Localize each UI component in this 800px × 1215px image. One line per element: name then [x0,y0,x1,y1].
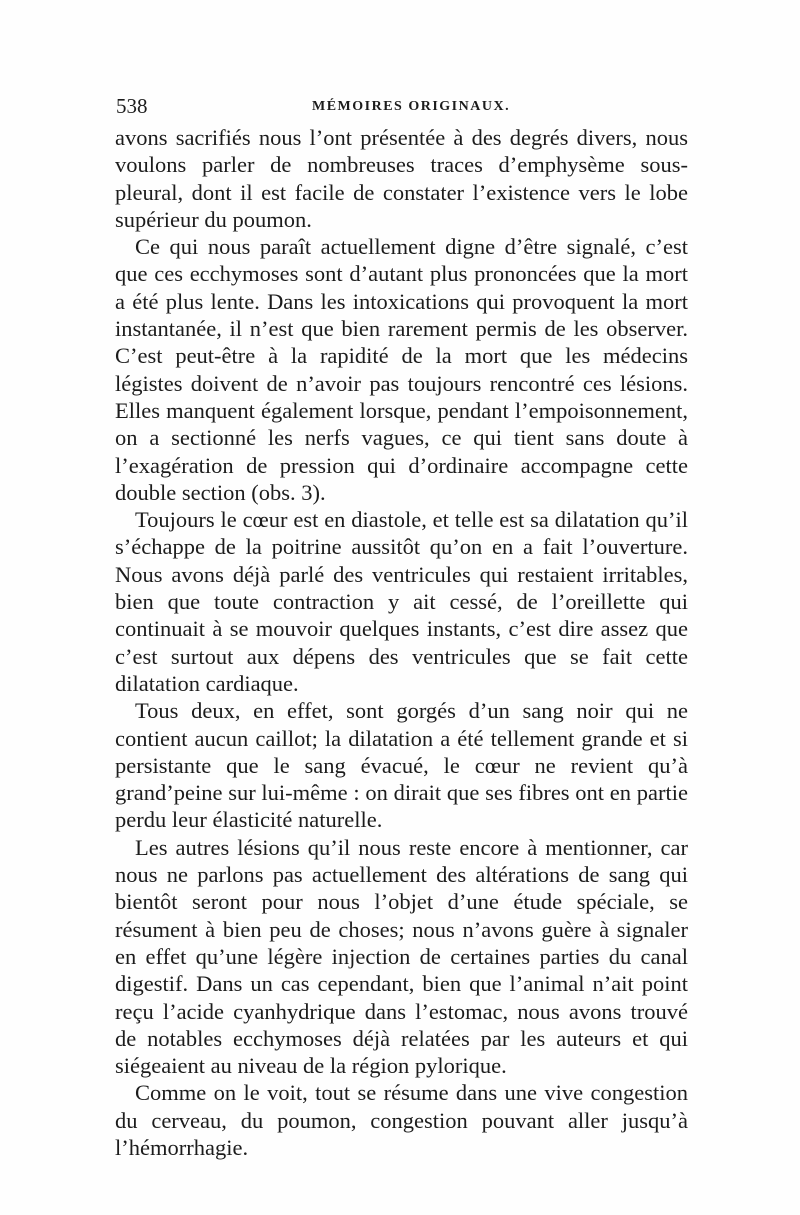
paragraph: Ce qui nous paraît actuellement digne d’être signalé, c’est que ces ecchymoses sont d’autant plus prononcées que la mort a été plus lente. Dans les intoxications qui provoquent la mort instantanée, il n’est que bien rarement permis de les observer. C’est peut-être à la rapidité de la mort que les médecins légistes doivent de n’avoir pas toujours rencontré ces lésions. Elles manquent également lorsque, pendant l’empoisonnement, on a sectionné les nerfs vagues, ce qui tient sans doute à l’exagération de pression qui d’ordinaire accompagne cette double section (obs. 3). [115,234,688,505]
paragraph: Toujours le cœur est en diastole, et telle est sa dilatation qu’il s’échappe de la poitrine aussitôt qu’on en a fait l’ouverture. Nous avons déjà parlé des ventricules qui restaient irritables, bien que toute contraction y ait cessé, de l’oreillette qui continuait à se mouvoir quelques instants, c’est dire assez que c’est surtout aux dépens des ventricules que se fait cette dilatation cardiaque. [115,507,688,696]
paragraph: Les autres lésions qu’il nous reste encore à mentionner, car nous ne parlons pas actuellement des altérations de sang qui bientôt seront pour nous l’objet d’une étude spéciale, se résument à bien peu de choses; nous n’avons guère à signaler en effet qu’une légère injection de certaines parties du canal digestif. Dans un cas cependant, bien que l’animal n’ait point reçu l’acide cyanhydrique dans l’estomac, nous avons trouvé de notables ecchymoses déjà relatées par les auteurs et qui siégeaient au niveau de la région pylorique. [115,834,688,1079]
running-title: MÉMOIRES ORIGINAUX. [312,99,511,114]
page-number: 538 [116,94,148,118]
paragraph: Comme on le voit, tout se résume dans une vive congestion du cerveau, du poumon, congestion pouvant aller jusqu’à l’hémorrhagie. [115,1080,688,1160]
running-head [116,94,694,118]
paragraph: Tous deux, en effet, sont gorgés d’un sang noir qui ne contient aucun caillot; la dilatation a été tellement grande et si persistante que le sang évacué, le cœur ne revient qu’à grand’peine sur lui-même : on dirait que ses fibres ont en partie perdu leur élasticité naturelle. [115,698,688,833]
body-text [115,124,688,1161]
paragraph-continuation: avons sacrifiés nous l’ont présentée à des degrés divers, nous voulons parler de nombreuses traces d’emphysème sous-pleural, dont il est facile de constater l’existence vers le lobe supérieur du poumon. [115,125,688,232]
